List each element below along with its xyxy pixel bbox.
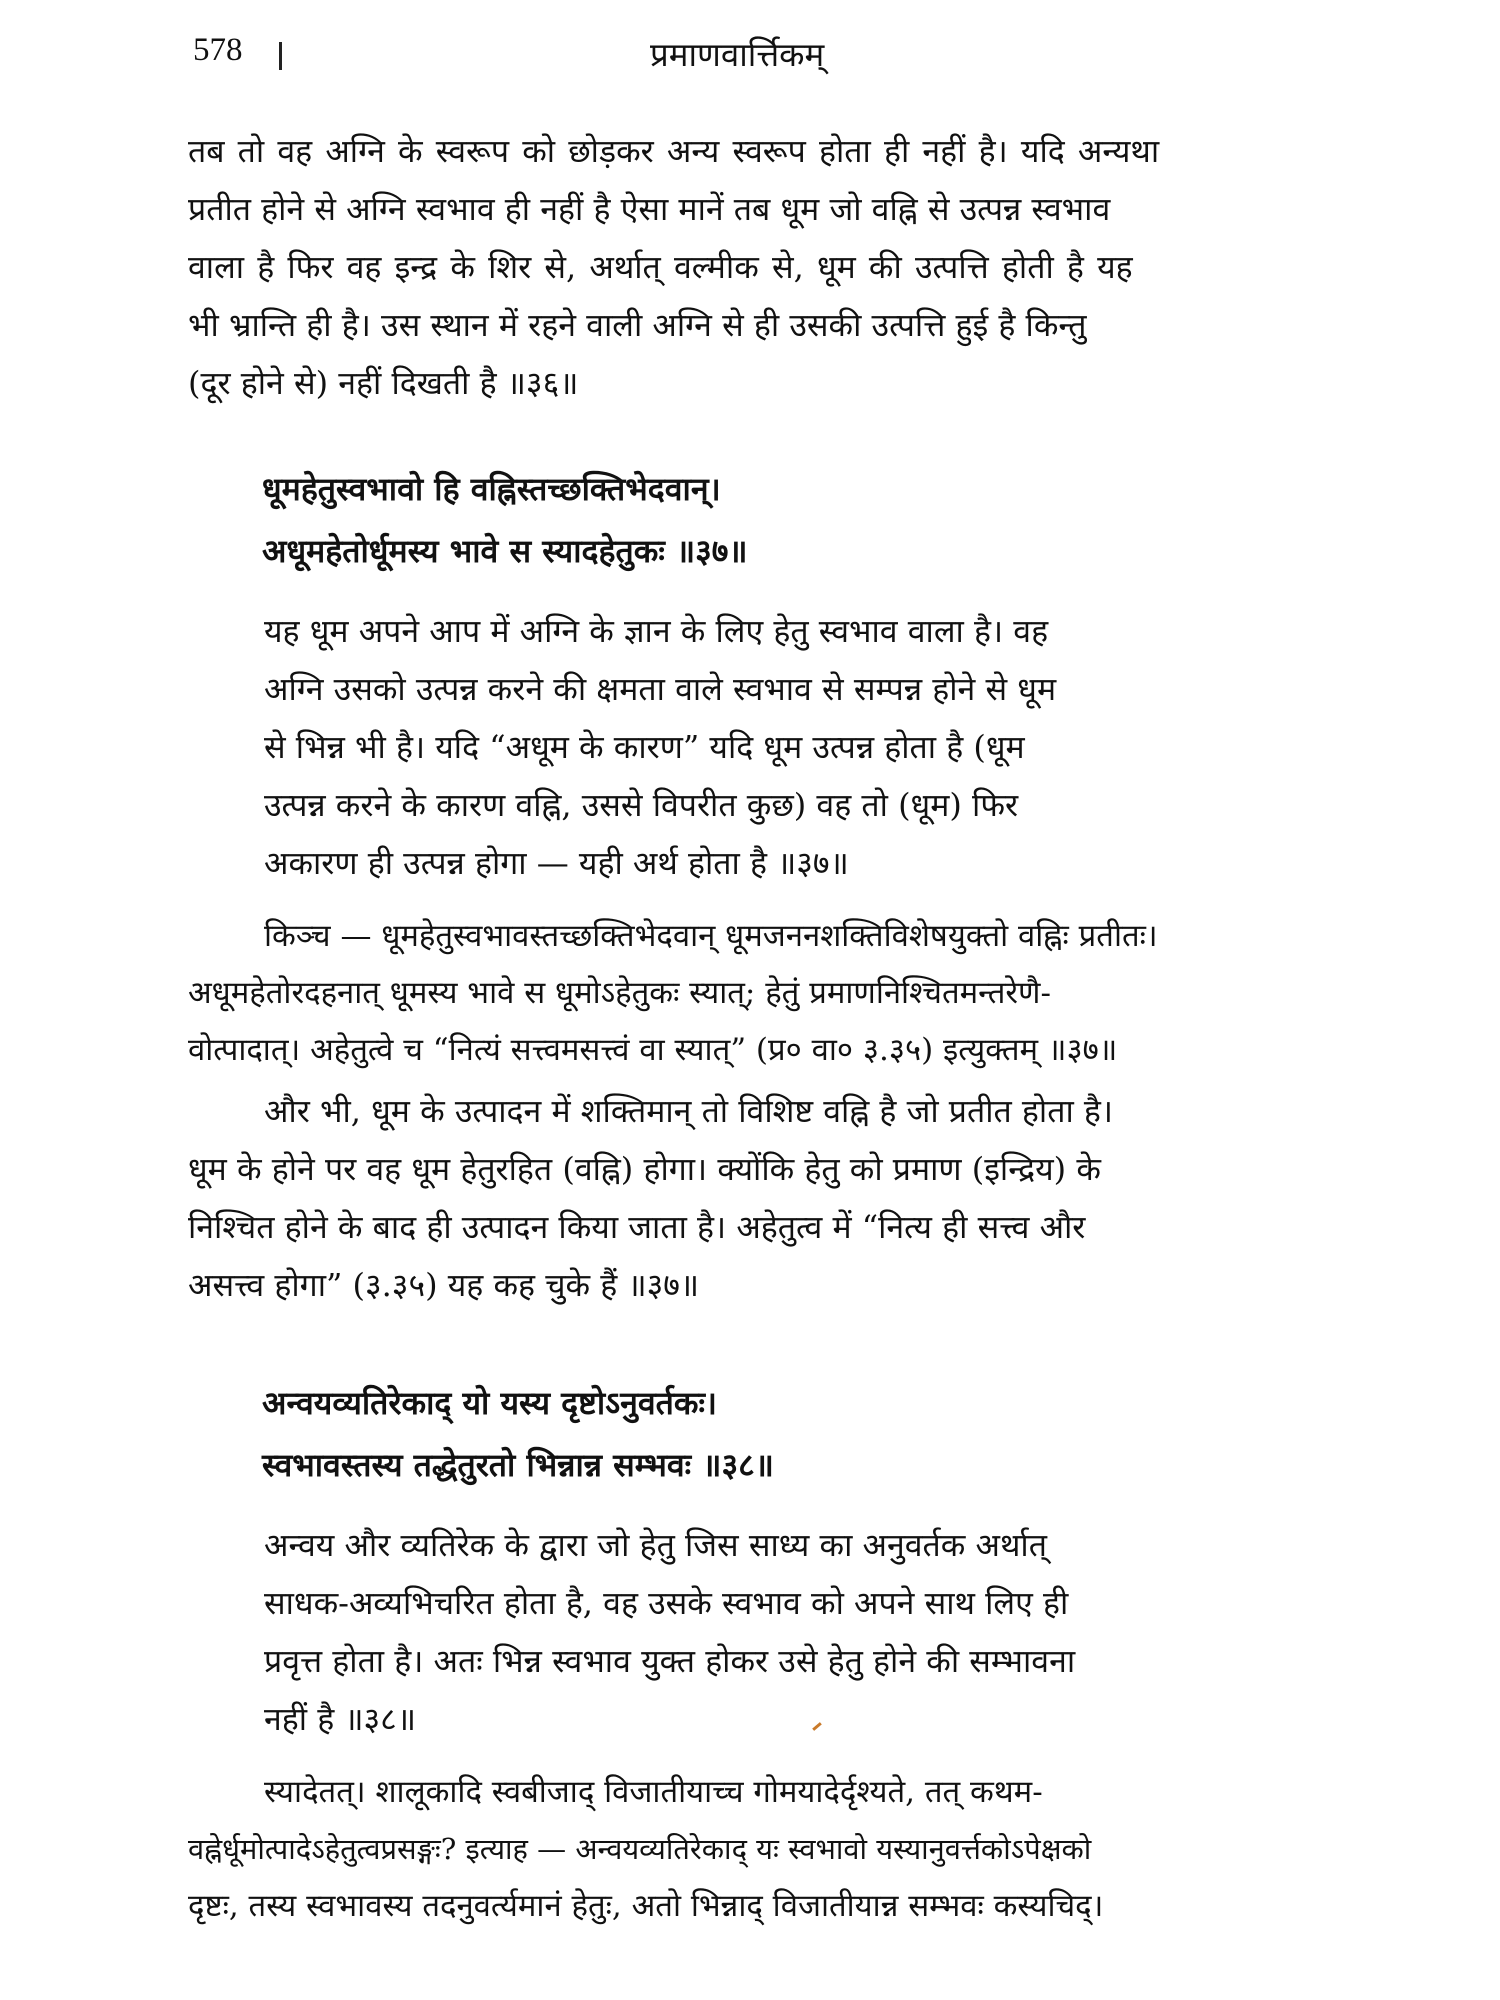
verse-line: धूमहेतुस्वभावो हि वह्निस्तच्छक्तिभेदवान्। xyxy=(262,470,721,508)
verse-line: अन्वयव्यतिरेकाद् यो यस्य दृष्टोऽनुवर्तकः। xyxy=(262,1384,718,1422)
verse-line: अधूमहेतोर्धूमस्य भावे स स्यादहेतुकः ॥३७॥ xyxy=(262,532,748,570)
text-line: दृष्टः, तस्य स्वभावस्य तदनुवर्त्यमानं हेतुः, अतो भिन्नाद् विजातीयान्न सम्भवः कस्यचिद्। xyxy=(188,1888,1104,1924)
text-line: और भी, धूम के उत्पादन में शक्तिमान् तो विशिष्ट वह्नि है जो प्रतीत होता है। xyxy=(264,1092,1114,1130)
verse-38 xyxy=(262,1372,774,1496)
text-line: भी भ्रान्ति ही है। उस स्थान में रहने वाली अग्नि से ही उसकी उत्पत्ति हुई है किन्तु xyxy=(188,306,1087,344)
verse-37 xyxy=(262,458,748,582)
text-line: (दूर होने से) नहीं दिखती है ॥३६॥ xyxy=(188,364,579,402)
text-line: साधक-अव्यभिचरित होता है, वह उसके स्वभाव को अपने साथ लिए ही xyxy=(264,1584,1069,1622)
translation-38 xyxy=(264,1516,1075,1748)
verse-line: स्वभावस्तस्य तद्धेतुरतो भिन्नान्न सम्भवः ॥३८॥ xyxy=(262,1446,774,1484)
translation-37 xyxy=(264,602,1056,892)
text-line: से भिन्न भी है। यदि “अधूम के कारण” यदि धूम उत्पन्न होता है (धूम xyxy=(264,728,1025,766)
text-line: वाला है फिर वह इन्द्र के शिर से, अर्थात् वल्मीक से, धूम की उत्पत्ति होती है यह xyxy=(188,248,1133,286)
text-line: किञ्च — धूमहेतुस्वभावस्तच्छक्तिभेदवान् धूमजननशक्तिविशेषयुक्तो वह्निः प्रतीतः। xyxy=(264,918,1158,954)
text-line: तब तो वह अग्नि के स्वरूप को छोड़कर अन्य स्वरूप होता ही नहीं है। यदि अन्यथा xyxy=(188,132,1160,170)
text-line: वह्नेर्धूमोत्पादेऽहेतुत्वप्रसङ्गः? इत्याह — अन्वयव्यतिरेकाद् यः स्वभावो यस्यानुवर्त्तकोऽपेक्षको xyxy=(188,1832,1092,1866)
text-line: स्यादेतत्। शालूकादि स्वबीजाद् विजातीयाच्च गोमयादेर्दृश्यते, तत् कथम- xyxy=(264,1774,1043,1810)
paragraph-intro xyxy=(188,122,1159,412)
text-line: अन्वय और व्यतिरेक के द्वारा जो हेतु जिस साध्य का अनुवर्तक अर्थात् xyxy=(264,1526,1047,1564)
text-line: अग्नि उसको उत्पन्न करने की क्षमता वाले स्वभाव से सम्पन्न होने से धूम xyxy=(264,670,1057,708)
text-line: प्रतीत होने से अग्नि स्वभाव ही नहीं है ऐसा मानें तब धूम जो वह्नि से उत्पन्न स्वभाव xyxy=(188,190,1111,228)
text-line: प्रवृत्त होता है। अतः भिन्न स्वभाव युक्त होकर उसे हेतु होने की सम्भावना xyxy=(264,1642,1076,1680)
text-line: वोत्पादात्। अहेतुत्वे च “नित्यं सत्त्वमसत्त्वं वा स्यात्” (प्र० वा० ३.३५) इत्युक्तम् ॥३७॥ xyxy=(188,1032,1118,1068)
text-line: अधूमहेतोरदहनात् धूमस्य भावे स धूमोऽहेतुकः स्यात्; हेतुं प्रमाणनिश्चितमन्तरेणै- xyxy=(188,975,1051,1011)
text-line: उत्पन्न करने के कारण वह्नि, उससे विपरीत कुछ) वह तो (धूम) फिर xyxy=(264,786,1019,824)
text-line: यह धूम अपने आप में अग्नि के ज्ञान के लिए हेतु स्वभाव वाला है। वह xyxy=(264,612,1049,650)
running-title: प्रमाणवार्त्तिकम् xyxy=(650,35,825,74)
explanation-37 xyxy=(188,1082,1113,1314)
text-line: निश्चित होने के बाद ही उत्पादन किया जाता है। अहेतुत्व में “नित्य ही सत्त्व और xyxy=(188,1208,1086,1246)
page-number: 578 xyxy=(193,32,243,68)
text-line: नहीं है ॥३८॥ xyxy=(264,1700,416,1738)
commentary-37 xyxy=(188,908,1158,1079)
text-line: अकारण ही उत्पन्न होगा — यही अर्थ होता है ॥३७॥ xyxy=(264,844,849,882)
text-line: धूम के होने पर वह धूम हेतुरहित (वह्नि) होगा। क्योंकि हेतु को प्रमाण (इन्द्रिय) के xyxy=(188,1150,1101,1188)
header-divider xyxy=(279,42,282,70)
text-line: असत्त्व होगा” (३.३५) यह कह चुके हैं ॥३७॥ xyxy=(188,1266,700,1304)
commentary-38 xyxy=(188,1764,1103,1935)
